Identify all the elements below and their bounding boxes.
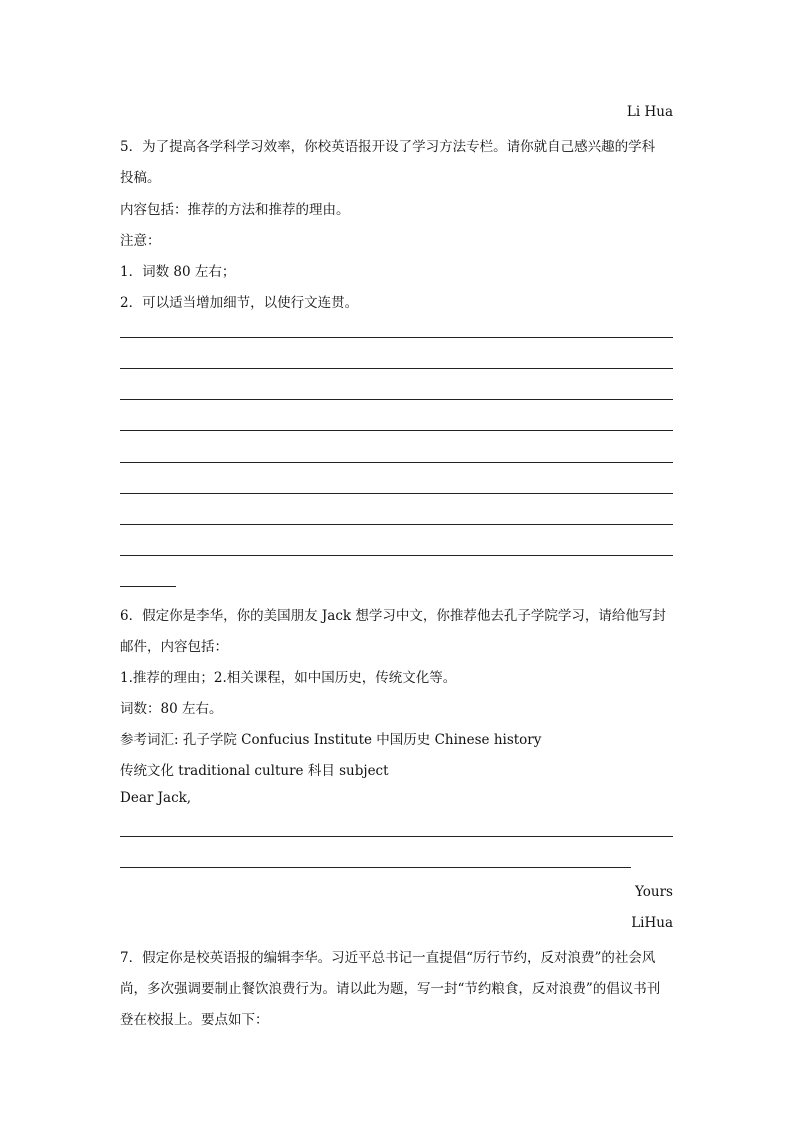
q6-wordcount: 词数：80 左右。 (120, 701, 223, 717)
q7-prompt-line1: 7．假定你是校英语报的编辑李华。习近平总书记一直提倡“厉行节约，反对浪费”的社会风 (120, 950, 656, 966)
q6-vocab-line1: 参考词汇: 孔子学院 Confucius Institute 中国历史 Chinese history (120, 732, 542, 748)
q5-prompt-line1: 5．为了提高各学科学习效率，你校英语报开设了学习方法专栏。请你就自己感兴趣的学科 (120, 139, 656, 155)
q6-closing: Yours (635, 884, 673, 900)
answer-line (120, 555, 673, 556)
q6-prompt-line2: 邮件，内容包括： (120, 639, 228, 655)
q7-prompt-line2: 尚，多次强调要制止餐饮浪费行为。请以此为题，写一封“节约粮食，反对浪费”的倡议书刊 (120, 981, 661, 997)
q6-signature: LiHua (631, 915, 673, 931)
q5-content: 内容包括：推荐的方法和推荐的理由。 (120, 202, 350, 218)
answer-line (120, 399, 673, 400)
answer-line (120, 337, 673, 338)
answer-line (120, 836, 673, 837)
signature-li-hua: Li Hua (626, 104, 673, 120)
answer-line (120, 368, 673, 369)
q5-note-item1: 1．词数 80 左右； (120, 264, 236, 280)
answer-line (120, 867, 631, 868)
answer-line-short (120, 586, 176, 587)
q6-greeting: Dear Jack, (120, 790, 192, 806)
q5-prompt-line2: 投稿。 (120, 170, 161, 186)
q5-note-item2: 2．可以适当增加细节，以使行文连贯。 (120, 295, 359, 311)
answer-line (120, 524, 673, 525)
answer-line (120, 462, 673, 463)
answer-line (120, 493, 673, 494)
q6-prompt-line1: 6．假定你是李华，你的美国朋友 Jack 想学习中文，你推荐他去孔子学院学习，请给他写封 (120, 608, 666, 624)
q7-prompt-line3: 登在校报上。要点如下： (120, 1012, 269, 1028)
q6-vocab-line2: 传统文化 traditional culture 科目 subject (120, 763, 389, 779)
q6-points: 1.推荐的理由；2.相关课程，如中国历史，传统文化等。 (120, 670, 457, 686)
answer-line (120, 430, 673, 431)
q5-note-heading: 注意： (120, 233, 161, 249)
